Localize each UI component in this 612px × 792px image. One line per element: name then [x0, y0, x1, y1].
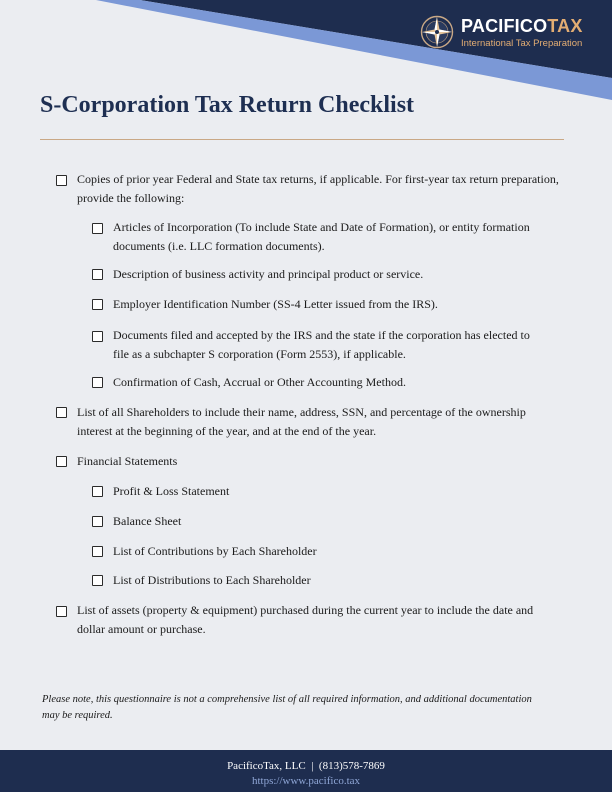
checkbox-assets-purchased[interactable]	[56, 606, 67, 617]
checkbox-accounting-method[interactable]	[92, 377, 103, 388]
brand-name-tax: TAX	[547, 16, 583, 36]
checkbox-articles-of-incorporation[interactable]	[92, 223, 103, 234]
checklist-item-assets-purchased: List of assets (property & equipment) purchased during the current year to include the date and dollar amount or purchase.	[77, 603, 534, 636]
footer-website-link[interactable]: https://www.pacifico.tax	[251, 775, 361, 787]
checklist-item-prior-year-returns: Copies of prior year Federal and State tax returns, if applicable. For first-year tax return preparation, provide the following:	[77, 172, 559, 205]
brand-tagline: International Tax Preparation	[461, 38, 583, 49]
checkbox-contributions[interactable]	[92, 546, 103, 557]
checkbox-employer-id[interactable]	[92, 299, 103, 310]
company-logo[interactable]	[419, 12, 599, 54]
footer-phone[interactable]: (813)578-7869	[318, 760, 385, 772]
checklist-subitem-s-corp-election: Documents filed and accepted by the IRS and the state if the corporation has elected to file as a subchapter S corporation (Form 2553), if applicable.	[113, 328, 530, 361]
checklist-subitem-business-description: Description of business activity and principal product or service.	[113, 267, 424, 281]
footer-company: PacificoTax, LLC	[227, 760, 306, 772]
footer-separator: |	[311, 760, 314, 772]
brand-name-pacifico: PACIFICO	[461, 16, 548, 36]
checklist-subitem-balance-sheet: Balance Sheet	[113, 514, 182, 528]
checklist-subitem-employer-id: Employer Identification Number (SS-4 Letter issued from the IRS).	[113, 297, 438, 311]
disclaimer-note: Please note, this questionnaire is not a comprehensive list of all required information, and additional documentation may be required.	[42, 694, 532, 721]
checklist-item-financial-statements: Financial Statements	[77, 454, 178, 468]
title-divider	[40, 139, 564, 140]
page-title: S-Corporation Tax Return Checklist	[40, 92, 415, 118]
checklist-subitem-contributions: List of Contributions by Each Shareholder	[113, 544, 317, 558]
checkbox-shareholders[interactable]	[56, 407, 67, 418]
checklist-subitem-distributions: List of Distributions to Each Shareholder	[113, 573, 311, 587]
footer-contact	[0, 760, 612, 772]
checklist-subitem-articles-of-incorporation: Articles of Incorporation (To include State and Date of Formation), or entity formation documents (i.e. LLC formation documents).	[113, 220, 530, 253]
checkbox-business-description[interactable]	[92, 269, 103, 280]
brand-name	[461, 16, 583, 37]
checkbox-s-corp-election[interactable]	[92, 331, 103, 342]
compass-rose-icon	[419, 14, 455, 50]
checkbox-financial-statements[interactable]	[56, 456, 67, 467]
checkbox-balance-sheet[interactable]	[92, 516, 103, 527]
checkbox-profit-loss[interactable]	[92, 486, 103, 497]
checkbox-prior-year-returns[interactable]	[56, 175, 67, 186]
checklist-subitem-accounting-method: Confirmation of Cash, Accrual or Other Accounting Method.	[113, 375, 406, 389]
checkbox-distributions[interactable]	[92, 575, 103, 586]
checklist-item-shareholders: List of all Shareholders to include their name, address, SSN, and percentage of the ownership interest at the beginning of the year, and at the end of the year.	[77, 405, 526, 438]
checklist-subitem-profit-loss: Profit & Loss Statement	[113, 484, 230, 498]
footer	[0, 750, 612, 792]
